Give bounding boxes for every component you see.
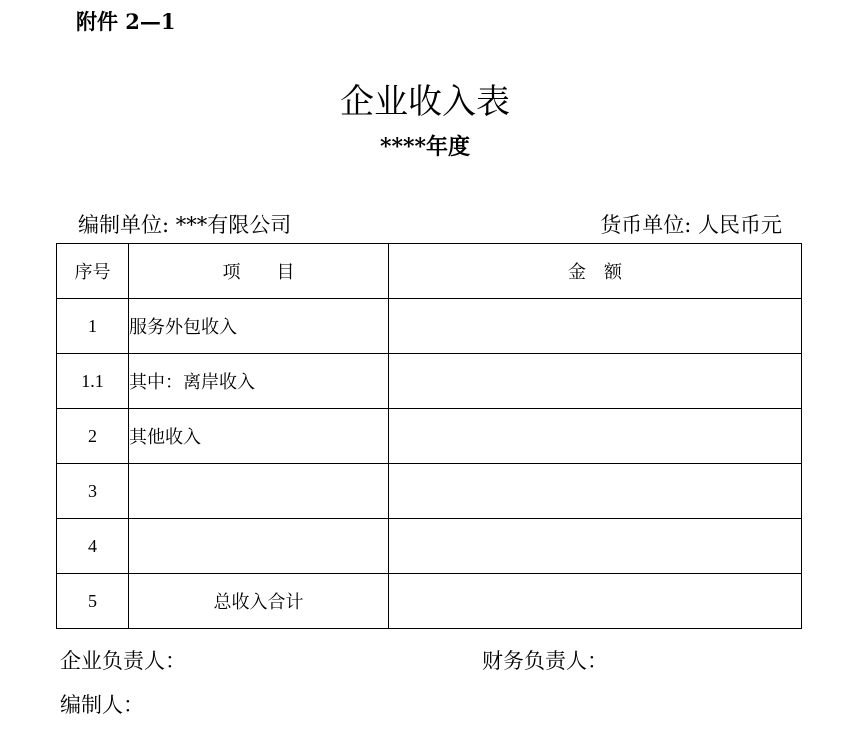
fiscal-year: ****年度	[379, 134, 471, 160]
row-item: 其中：离岸收入	[129, 354, 389, 409]
row-no: 1	[57, 299, 129, 354]
attachment-label: 附件 2—1	[76, 9, 176, 34]
currency-unit: 货币单位: 人民币元	[600, 213, 782, 237]
table-row	[57, 464, 802, 519]
header-no: 序号	[57, 244, 129, 299]
table-row	[57, 409, 802, 464]
row-item: 服务外包收入	[129, 299, 389, 354]
row-amount[interactable]	[389, 409, 802, 464]
compiling-unit: 编制单位: ***有限公司	[78, 213, 292, 237]
row-no: 4	[57, 519, 129, 574]
page-title: 企业收入表	[340, 82, 510, 122]
finance-head-signature: 财务负责人：	[482, 649, 608, 673]
row-item[interactable]	[129, 464, 389, 519]
row-item[interactable]	[129, 519, 389, 574]
preparer-signature: 编制人：	[60, 693, 144, 717]
row-no: 2	[57, 409, 129, 464]
enterprise-head-signature: 企业负责人：	[60, 649, 186, 673]
row-amount[interactable]	[389, 464, 802, 519]
row-item-total: 总收入合计	[129, 574, 389, 629]
row-amount[interactable]	[389, 299, 802, 354]
row-no: 5	[57, 574, 129, 629]
row-amount[interactable]	[389, 519, 802, 574]
income-table	[56, 243, 802, 629]
row-no: 3	[57, 464, 129, 519]
row-item: 其他收入	[129, 409, 389, 464]
table-row	[57, 354, 802, 409]
table-row-total	[57, 574, 802, 629]
table-header-row	[57, 244, 802, 299]
header-item: 项 目	[129, 244, 389, 299]
row-amount-total[interactable]	[389, 574, 802, 629]
row-amount[interactable]	[389, 354, 802, 409]
row-no: 1.1	[57, 354, 129, 409]
table-row	[57, 519, 802, 574]
header-amount: 金 额	[389, 244, 802, 299]
table-row	[57, 299, 802, 354]
